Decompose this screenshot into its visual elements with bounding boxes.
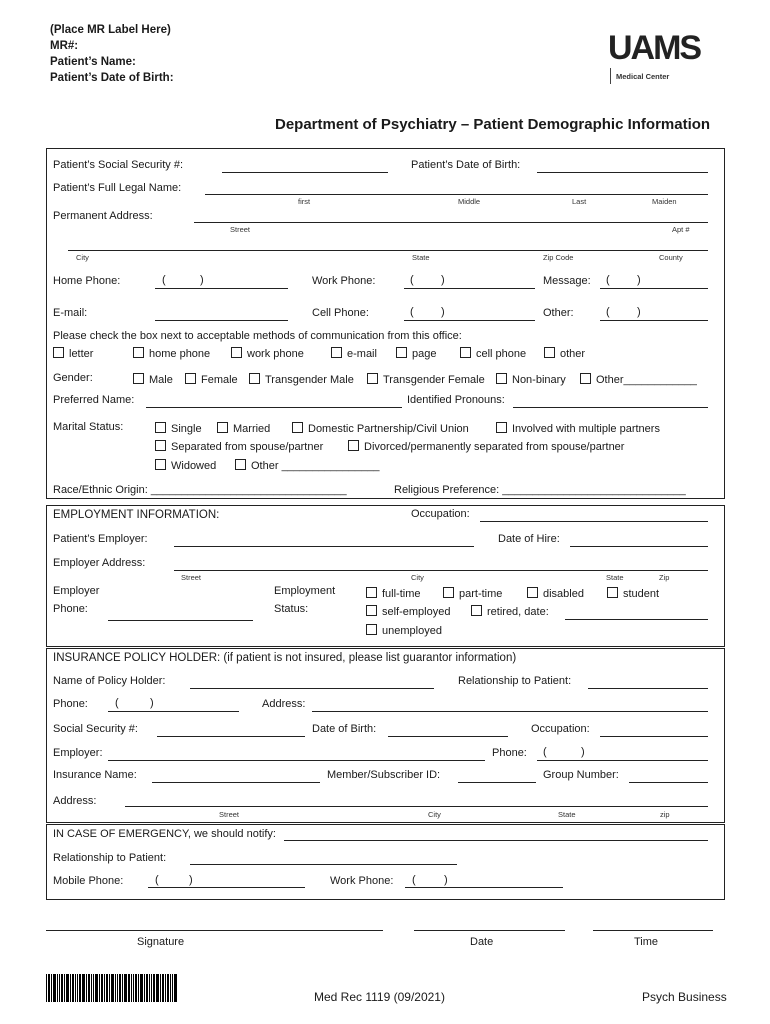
- city-caption: City: [76, 253, 89, 262]
- holder-dob-label: Date of Birth:: [312, 723, 377, 735]
- marital-single-checkbox[interactable]: Single: [155, 422, 202, 435]
- holder-dob-field[interactable]: [388, 736, 508, 737]
- preferred-name-label: Preferred Name:: [53, 394, 135, 406]
- employer-phone-label-line2: Phone:: [53, 603, 88, 615]
- form-id: Med Rec 1119 (09/2021): [314, 990, 445, 1004]
- signature-time-caption: Time: [634, 936, 659, 948]
- retired-date-field[interactable]: [565, 619, 708, 620]
- insurance-heading: INSURANCE POLICY HOLDER: (if patient is not insured, please list guarantor information): [53, 652, 517, 664]
- emergency-work-open-paren: (: [412, 874, 416, 886]
- holder-occupation-label: Occupation:: [531, 723, 590, 735]
- other-phone-close-paren: ): [637, 306, 641, 318]
- emergency-mobile-close-paren: ): [189, 874, 193, 886]
- holder-phone-open-paren: (: [115, 697, 119, 709]
- legal-name-label: Patient’s Full Legal Name:: [53, 182, 182, 194]
- emergency-mobile-open-paren: (: [155, 874, 159, 886]
- employer-label: Patient’s Employer:: [53, 533, 148, 545]
- home-phone-label: Home Phone:: [53, 275, 121, 287]
- emergency-contact-field[interactable]: [284, 840, 708, 841]
- status-fulltime-checkbox[interactable]: full-time: [366, 587, 421, 600]
- email-label: E-mail:: [53, 307, 88, 319]
- insurance-address-field[interactable]: [125, 806, 708, 807]
- emergency-work-field[interactable]: [405, 887, 563, 888]
- work-phone-open-paren: (: [410, 274, 414, 286]
- employer-city-caption: City: [411, 573, 424, 582]
- holder-address-field[interactable]: [312, 711, 708, 712]
- status-disabled-checkbox[interactable]: disabled: [527, 587, 584, 600]
- work-phone-field[interactable]: [404, 288, 535, 289]
- patient-name-header-label: Patient’s Name:: [50, 56, 136, 68]
- patient-dob-header-label: Patient’s Date of Birth:: [50, 72, 174, 84]
- emergency-work-label: Work Phone:: [330, 875, 394, 887]
- gender-nonbinary-checkbox[interactable]: Non-binary: [496, 373, 566, 386]
- policy-holder-name-label: Name of Policy Holder:: [53, 675, 166, 687]
- street-caption: Street: [230, 225, 251, 234]
- status-unemployed-checkbox[interactable]: unemployed: [366, 624, 442, 637]
- name-middle-caption: Middle: [458, 197, 481, 206]
- message-phone-close-paren: ): [637, 274, 641, 286]
- comm-work-phone-checkbox[interactable]: work phone: [231, 347, 304, 360]
- gender-label: Gender:: [53, 372, 93, 384]
- comm-page-checkbox[interactable]: page: [396, 347, 436, 360]
- insurance-zip-caption: zip: [660, 810, 670, 819]
- insurance-state-caption: State: [558, 810, 576, 819]
- member-id-field[interactable]: [458, 782, 536, 783]
- holder-address-label: Address:: [262, 698, 306, 710]
- patient-ssn-label: Patient’s Social Security #:: [53, 159, 184, 171]
- county-caption: County: [659, 253, 683, 262]
- patient-dob-label: Patient’s Date of Birth:: [411, 159, 521, 171]
- marital-widowed-checkbox[interactable]: Widowed: [155, 459, 216, 472]
- pronouns-label: Identified Pronouns:: [407, 394, 505, 406]
- home-phone-open-paren: (: [162, 274, 166, 286]
- employer-field[interactable]: [174, 546, 474, 547]
- employment-status-label-line2: Status:: [274, 603, 309, 615]
- employer-phone-label-line1: Employer: [53, 585, 100, 597]
- insurance-name-label: Insurance Name:: [53, 769, 137, 781]
- group-number-field[interactable]: [629, 782, 708, 783]
- holder-employer-field[interactable]: [108, 760, 485, 761]
- department-footer: Psych Business: [642, 990, 727, 1004]
- emergency-mobile-label: Mobile Phone:: [53, 875, 124, 887]
- holder-employer-phone-open-paren: (: [543, 746, 547, 758]
- holder-employer-phone-label: Phone:: [492, 747, 527, 759]
- other-phone-field[interactable]: [600, 320, 708, 321]
- address-label: Permanent Address:: [53, 210, 153, 222]
- communication-prompt: Please check the box next to acceptable methods of communication from this office:: [53, 330, 462, 342]
- emergency-mobile-field[interactable]: [148, 887, 305, 888]
- message-phone-field[interactable]: [600, 288, 708, 289]
- pronouns-field[interactable]: [513, 407, 708, 408]
- emergency-heading: IN CASE OF EMERGENCY, we should notify:: [53, 828, 276, 840]
- holder-employer-phone-field[interactable]: [537, 760, 708, 761]
- barcode: [46, 974, 178, 1002]
- member-id-label: Member/Subscriber ID:: [327, 769, 441, 781]
- home-phone-field[interactable]: [155, 288, 288, 289]
- marital-separated-checkbox[interactable]: Separated from spouse/partner: [155, 440, 323, 453]
- status-student-checkbox[interactable]: student: [607, 587, 659, 600]
- employer-phone-field[interactable]: [108, 620, 253, 621]
- occupation-label: Occupation:: [411, 508, 470, 520]
- other-phone-open-paren: (: [606, 306, 610, 318]
- message-phone-open-paren: (: [606, 274, 610, 286]
- employer-address-label: Employer Address:: [53, 557, 146, 569]
- holder-relationship-field[interactable]: [588, 688, 708, 689]
- status-parttime-checkbox[interactable]: part-time: [443, 587, 502, 600]
- other-phone-label: Other:: [543, 307, 574, 319]
- marital-divorced-checkbox[interactable]: Divorced/permanently separated from spouse/partner: [348, 440, 624, 453]
- holder-relationship-label: Relationship to Patient:: [458, 675, 572, 687]
- status-self-employed-checkbox[interactable]: self-employed: [366, 605, 450, 618]
- signature-date-field[interactable]: [414, 930, 565, 931]
- uams-logo-subtitle: Medical Center: [616, 72, 670, 81]
- comm-letter-checkbox[interactable]: letter: [53, 347, 93, 360]
- gender-other-checkbox[interactable]: Other____________: [580, 373, 697, 386]
- gender-male-checkbox[interactable]: Male: [133, 373, 173, 386]
- cell-phone-close-paren: ): [441, 306, 445, 318]
- signature-field[interactable]: [46, 930, 383, 931]
- employer-state-caption: State: [606, 573, 624, 582]
- occupation-field[interactable]: [480, 521, 708, 522]
- mr-label-placeholder: (Place MR Label Here): [50, 24, 171, 36]
- zip-caption: Zip Code: [543, 253, 574, 262]
- insurance-name-field[interactable]: [152, 782, 320, 783]
- holder-occupation-field[interactable]: [600, 736, 708, 737]
- uams-logo-text: UAMS: [608, 29, 701, 67]
- patient-ssn-field[interactable]: [222, 172, 388, 173]
- email-field[interactable]: [155, 320, 288, 321]
- group-number-label: Group Number:: [543, 769, 619, 781]
- legal-name-field[interactable]: [205, 194, 708, 195]
- gender-female-checkbox[interactable]: Female: [185, 373, 238, 386]
- policy-holder-name-field[interactable]: [190, 688, 434, 689]
- hire-date-label: Date of Hire:: [498, 533, 560, 545]
- marital-married-checkbox[interactable]: Married: [217, 422, 270, 435]
- emergency-relationship-label: Relationship to Patient:: [53, 852, 167, 864]
- cell-phone-open-paren: (: [410, 306, 414, 318]
- work-phone-close-paren: ): [441, 274, 445, 286]
- home-phone-close-paren: ): [200, 274, 204, 286]
- form-title: Department of Psychiatry – Patient Demographic Information: [275, 116, 711, 133]
- state-caption: State: [412, 253, 430, 262]
- insurance-street-caption: Street: [219, 810, 240, 819]
- preferred-name-field[interactable]: [146, 407, 402, 408]
- holder-ssn-field[interactable]: [157, 736, 305, 737]
- message-label: Message:: [543, 275, 591, 287]
- signature-caption: Signature: [137, 936, 185, 948]
- name-last-caption: Last: [572, 197, 587, 206]
- race-ethnic-origin-label: Race/Ethnic Origin: ________________________________: [53, 484, 347, 496]
- hire-date-field[interactable]: [570, 546, 708, 547]
- holder-phone-close-paren: ): [150, 697, 154, 709]
- work-phone-label: Work Phone:: [312, 275, 376, 287]
- insurance-city-caption: City: [428, 810, 441, 819]
- employer-zip-caption: Zip: [659, 573, 670, 582]
- holder-phone-label: Phone:: [53, 698, 88, 710]
- signature-date-caption: Date: [470, 936, 494, 948]
- employer-street-caption: Street: [181, 573, 202, 582]
- apt-caption: Apt #: [672, 225, 690, 234]
- status-retired-checkbox[interactable]: retired, date:: [471, 605, 549, 618]
- holder-employer-label: Employer:: [53, 747, 103, 759]
- religious-preference-label: Religious Preference: ______________________________: [394, 484, 686, 496]
- name-first-caption: first: [298, 197, 311, 206]
- holder-employer-phone-close-paren: ): [581, 746, 585, 758]
- mr-number-label: MR#:: [50, 40, 79, 52]
- uams-logo: [608, 30, 723, 86]
- marital-domestic-partnership-checkbox[interactable]: Domestic Partnership/Civil Union: [292, 422, 469, 435]
- holder-phone-field[interactable]: [108, 711, 239, 712]
- marital-other-checkbox[interactable]: Other ________________: [235, 459, 379, 472]
- emergency-work-close-paren: ): [444, 874, 448, 886]
- insurance-address-label: Address:: [53, 795, 97, 807]
- gender-trans-female-checkbox[interactable]: Transgender Female: [367, 373, 485, 386]
- comm-other-checkbox[interactable]: other: [544, 347, 585, 360]
- comm-email-checkbox[interactable]: e-mail: [331, 347, 377, 360]
- comm-cell-phone-checkbox[interactable]: cell phone: [460, 347, 526, 360]
- address-city-field[interactable]: [68, 250, 708, 251]
- employment-status-label-line1: Employment: [274, 585, 336, 597]
- signature-time-field[interactable]: [593, 930, 713, 931]
- patient-dob-field[interactable]: [537, 172, 708, 173]
- marital-multiple-partners-checkbox[interactable]: Involved with multiple partners: [496, 422, 660, 435]
- holder-ssn-label: Social Security #:: [53, 723, 138, 735]
- marital-status-label: Marital Status:: [53, 421, 124, 433]
- cell-phone-field[interactable]: [404, 320, 535, 321]
- employment-heading: EMPLOYMENT INFORMATION:: [53, 509, 220, 521]
- cell-phone-label: Cell Phone:: [312, 307, 369, 319]
- comm-home-phone-checkbox[interactable]: home phone: [133, 347, 210, 360]
- emergency-relationship-field[interactable]: [190, 864, 457, 865]
- address-street-field[interactable]: [194, 222, 708, 223]
- name-maiden-caption: Maiden: [652, 197, 677, 206]
- employer-address-field[interactable]: [174, 570, 708, 571]
- gender-trans-male-checkbox[interactable]: Transgender Male: [249, 373, 354, 386]
